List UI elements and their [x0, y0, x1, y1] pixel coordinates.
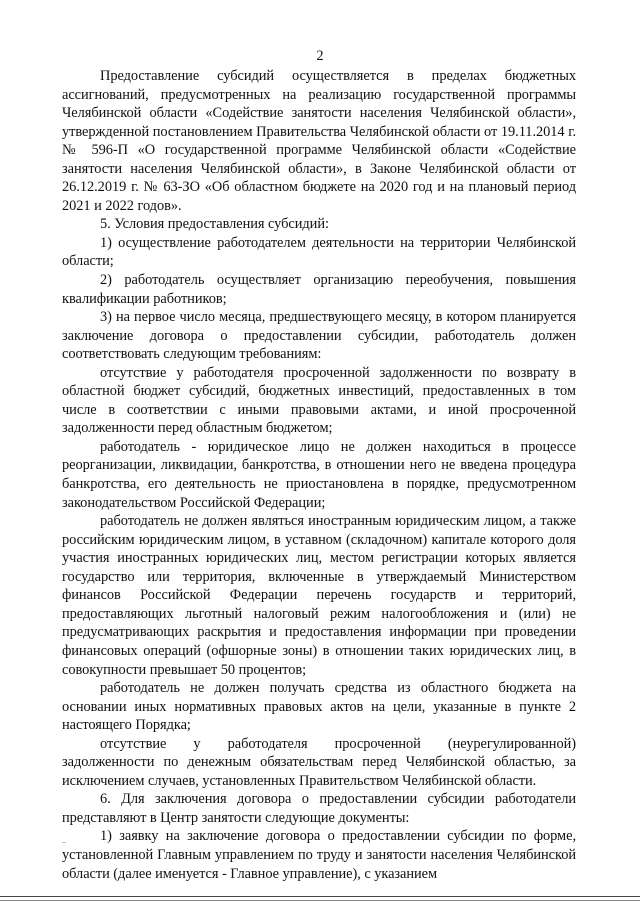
paragraph-requirement-no-reorganization: работодатель - юридическое лицо не должен находиться в процессе реорганизации, ликвидации, банкротства, в отношении него не введена процедура банкротства, его деятельность не приостановлена в порядке, предусмотренном законодательством Российской Федерации;	[62, 438, 576, 511]
paragraph-section-6-heading: 6. Для заключения договора о предоставлении субсидии работодатели представляют в Центр занятости следующие документы:	[62, 791, 576, 826]
page-bottom-edge-shadow	[0, 900, 640, 901]
paragraph-section-5-heading: 5. Условия предоставления субсидий:	[100, 216, 329, 233]
paragraph-budget-basis: Предоставление субсидий осуществляется в пределах бюджетных ассигнований, предусмотренных на реализацию государственной программы Челябинской области «Содействие занятости населения Челябинской области», утвержденной постановлением Правительства Челябинской области от 19.11.2014 г. № 596-П «О государственной программе Челябинской области «Содействие занятости населения Челябинской области», в Законе Челябинской области от 26.12.2019 г. № 63-ЗО «Об областном бюджете на 2020 год и на плановый период 2021 и 2022 годов».	[62, 68, 576, 214]
paragraph-condition-3: 3) на первое число месяца, предшествующего месяцу, в котором планируется заключение договора о предоставлении субсидии, работодатель должен соответствовать следующим требованиям:	[62, 309, 576, 363]
paragraph-condition-1: 1) осуществление работодателем деятельности на территории Челябинской области;	[62, 234, 576, 270]
page-number: 2	[316, 48, 324, 64]
page-bottom-edge	[0, 896, 640, 897]
scan-mark	[62, 842, 66, 843]
paragraph-requirement-no-obligations: отсутствие у работодателя просроченной (неурегулированной) задолженности по денежным обязательствам перед Челябинской областью, за исключением случаев, установленных Правительством Челябинской области.	[62, 735, 576, 789]
paragraph-requirement-no-other-funding: работодатель не должен получать средства из областного бюджета на основании иных нормативных правовых актов на цели, указанные в пункте 2 настоящего Порядка;	[62, 680, 576, 734]
document-body	[62, 67, 576, 883]
paragraph-requirement-no-debt: отсутствие у работодателя просроченной задолженности по возврату в областной бюджет субсидий, бюджетных инвестиций, предоставленных в том числе в соответствии с иными правовыми актами, и иной просроченной задолженности перед областным бюджетом;	[62, 364, 576, 437]
paragraph-condition-2: 2) работодатель осуществляет организацию переобучения, повышения квалификации работников;	[62, 272, 576, 307]
paragraph-documents-item-1: 1) заявку на заключение договора о предоставлении субсидии по форме, установленной Главным управлением по труду и занятости населения Челябинской области (далее именуется - Главное управление), с указанием	[62, 828, 576, 882]
paragraph-requirement-not-foreign: работодатель не должен являться иностранным юридическим лицом, а также российским юридическим лицом, в уставном (складочном) капитале которого доля участия иностранных юридических лиц, местом регистрации которых является государство или территория, включенные в утверждаемый Министерством финансов Российской Федерации перечень государств и территорий, предоставляющих льготный налоговый режим налогообложения и (или) не предусматривающих раскрытия и предоставления информации при проведении финансовых операций (офшорные зоны) в отношении таких юридических лиц, в совокупности превышает 50 процентов;	[62, 513, 576, 678]
